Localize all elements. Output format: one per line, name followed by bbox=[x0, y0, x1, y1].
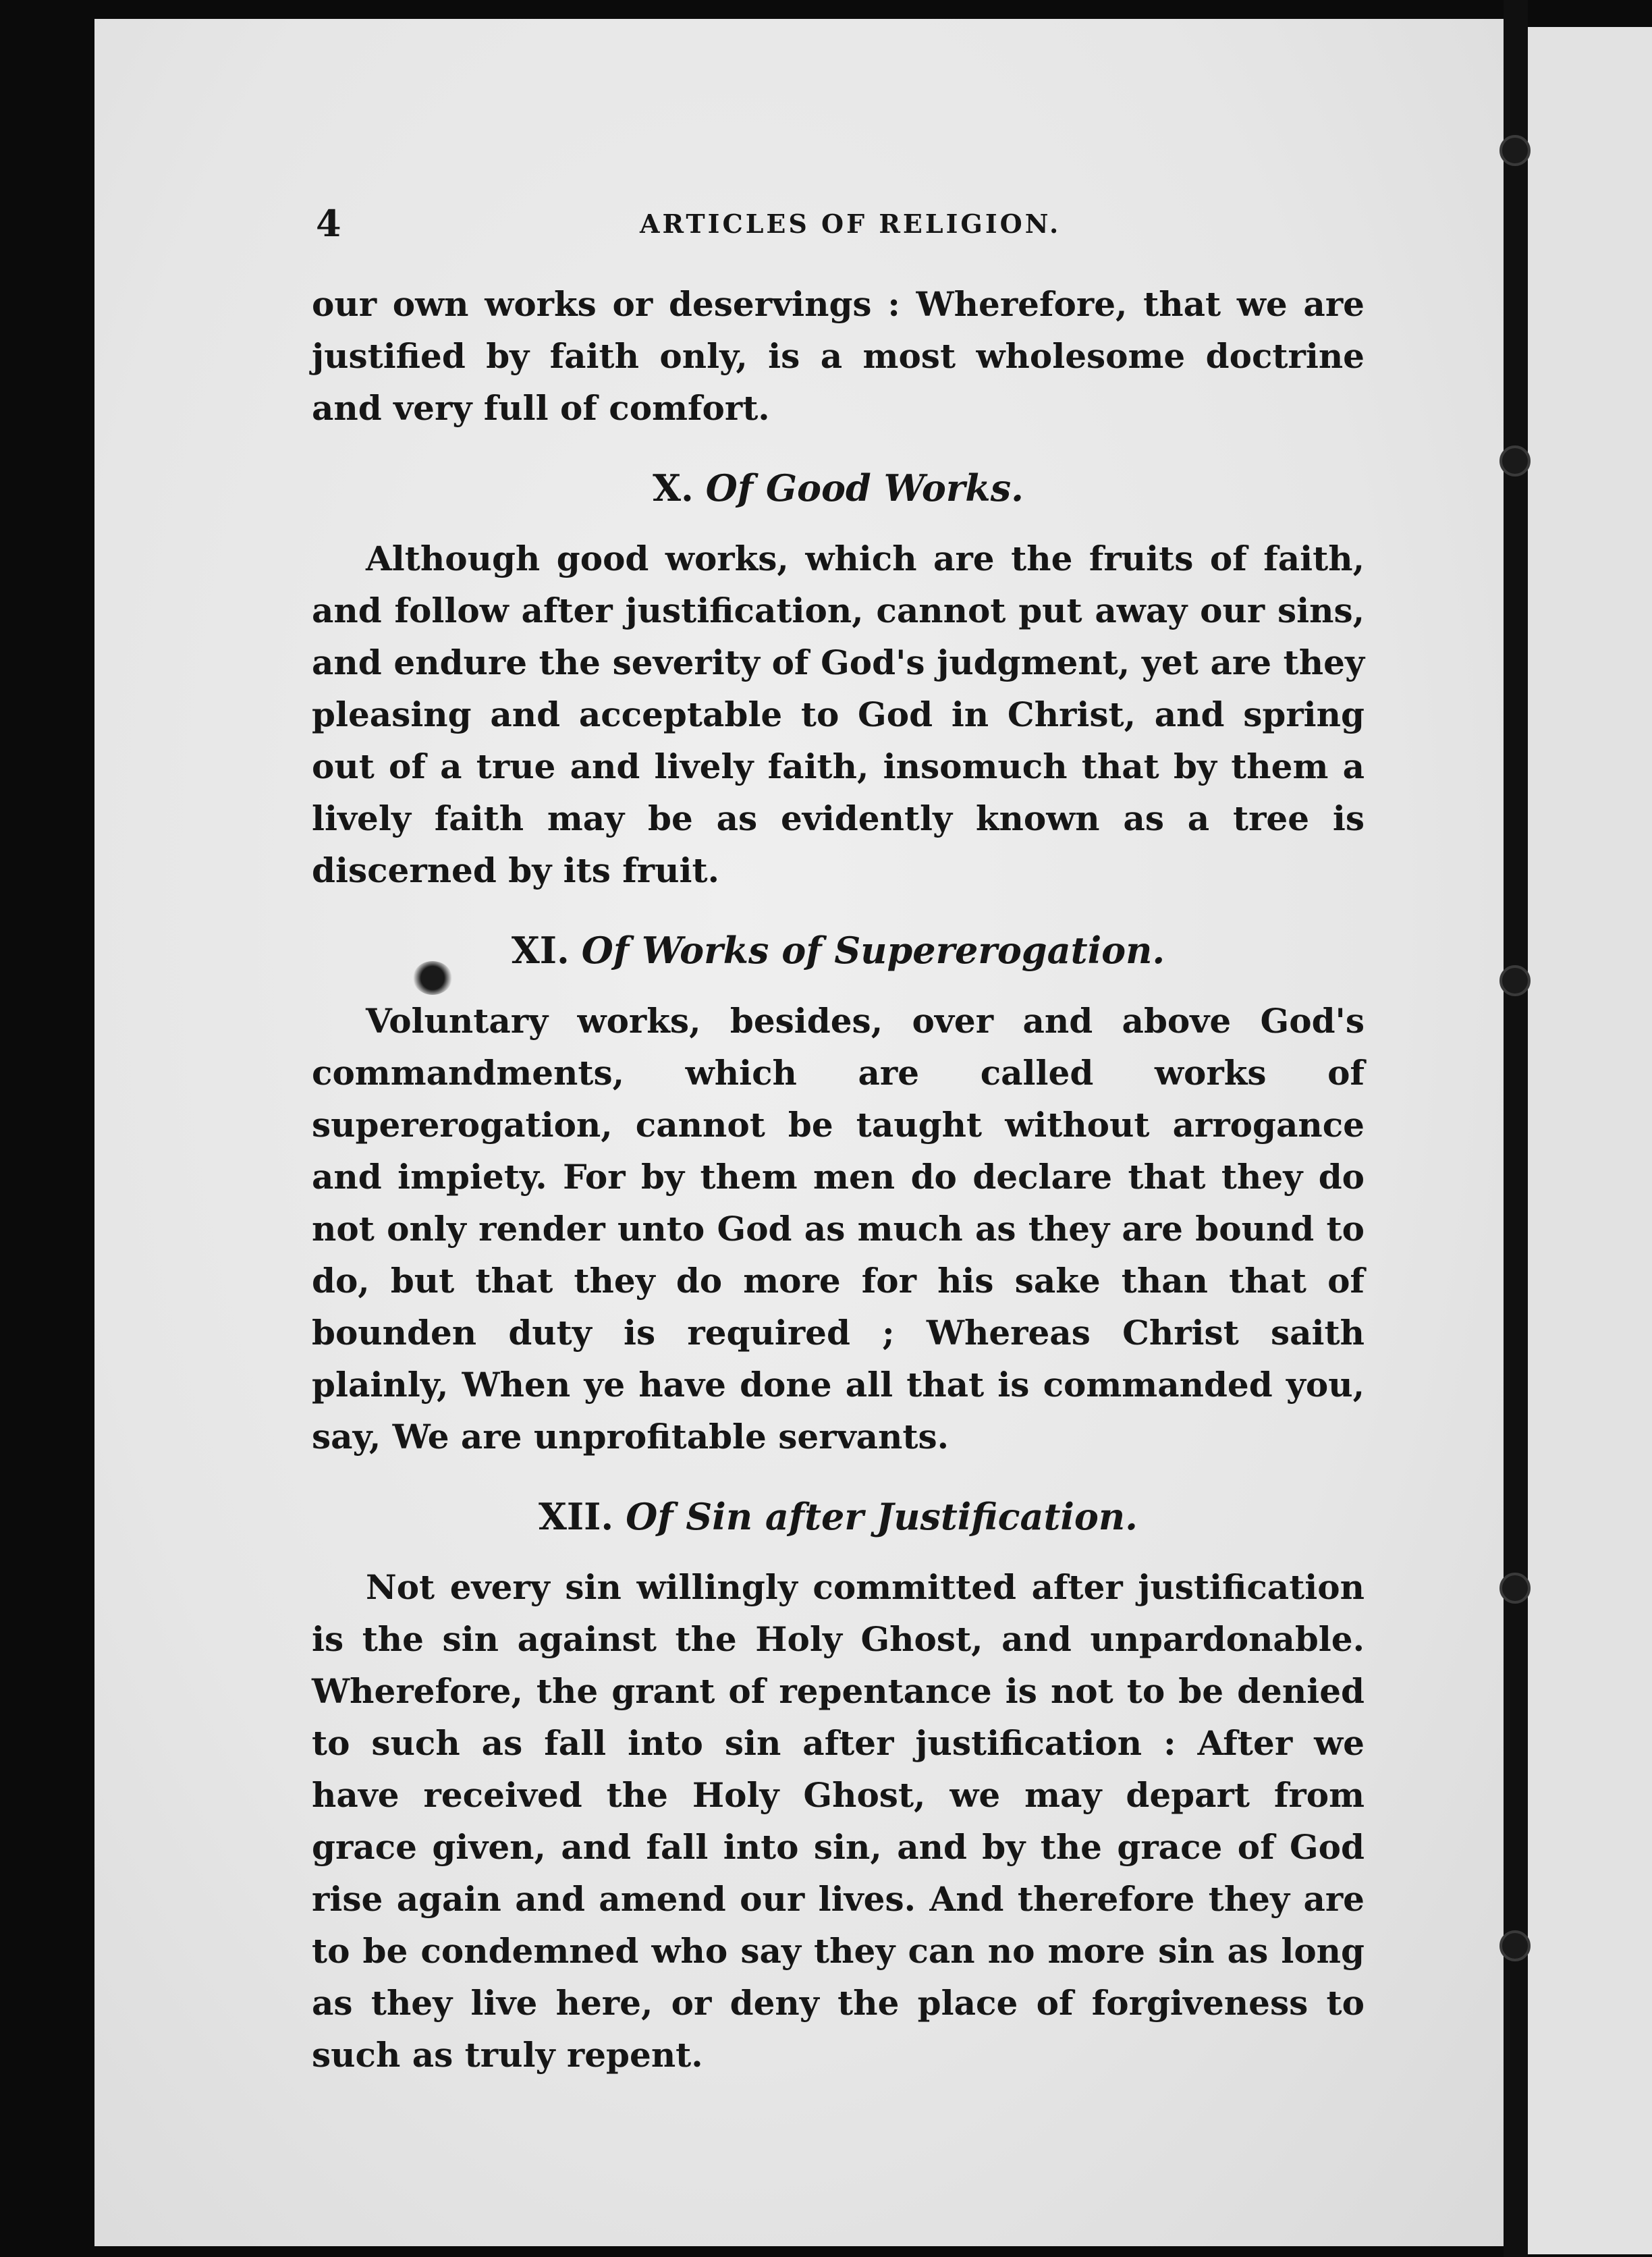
binding-stitch bbox=[1499, 445, 1531, 477]
article-title: Of Works of Supererogation. bbox=[581, 929, 1165, 972]
running-title: ARTICLES OF RELIGION. bbox=[640, 209, 1062, 239]
article-heading-xii bbox=[312, 1490, 1365, 1544]
article-text-x: Although good works, which are the fruits of faith, and follow after justification, cannot put away our sins, and endure the severity of God's judgment, yet are they pleasing and acceptable to God in Christ, and spring out of a true and lively faith, insomuch that by them a lively faith may be as evidently known as a tree is discerned by its fruit. bbox=[312, 539, 1365, 890]
page-body bbox=[312, 278, 1365, 2081]
article-heading-xi bbox=[312, 923, 1365, 977]
article-title: Of Sin after Justification. bbox=[626, 1495, 1138, 1538]
article-numeral: XI. bbox=[511, 929, 570, 972]
article-title: Of Good Works. bbox=[705, 466, 1024, 510]
article-numeral: X. bbox=[653, 466, 694, 510]
continuation-paragraph: our own works or deservings : Wherefore, that we are justified by faith only, is a most wholesome doctrine and very full of comfort. bbox=[312, 284, 1365, 428]
facing-page-edge bbox=[1528, 27, 1652, 2254]
binding-stitch bbox=[1499, 1930, 1531, 1961]
article-heading-x bbox=[312, 461, 1365, 515]
article-text-xi: Voluntary works, besides, over and above God's commandments, which are called works of supererogation, cannot be taught without arrogance and impiety. For by them men do declare that they do not only render unto God as much as they are bound to do, but that they do more for his sake than that of bounden duty is required ; Whereas Christ saith plainly, When ye have done all that is commanded you, say, We are unprofitable servants. bbox=[312, 1001, 1365, 1457]
scan-top-edge bbox=[0, 0, 1652, 20]
page-number: 4 bbox=[316, 202, 341, 245]
article-numeral: XII. bbox=[539, 1495, 614, 1538]
binding-stitch bbox=[1499, 135, 1531, 166]
binding-stitch bbox=[1499, 1573, 1531, 1604]
book-binding bbox=[1504, 0, 1528, 2257]
binding-stitch bbox=[1499, 965, 1531, 996]
ink-blot bbox=[413, 961, 452, 995]
article-text-xii: Not every sin willingly committed after justification is the sin against the Holy Ghost, and unpardonable. Wherefore, the grant of repentance is not to be denied to such as fall into sin after justification : After we have received the Holy Ghost, we may depart from grace given, and fall into sin, and by the grace of God rise again and amend our lives. And therefore they are to be condemned who say they can no more sin as long as they live here, or deny the place of forgiveness to such as truly repent. bbox=[312, 1567, 1365, 2075]
running-head bbox=[316, 200, 1369, 247]
